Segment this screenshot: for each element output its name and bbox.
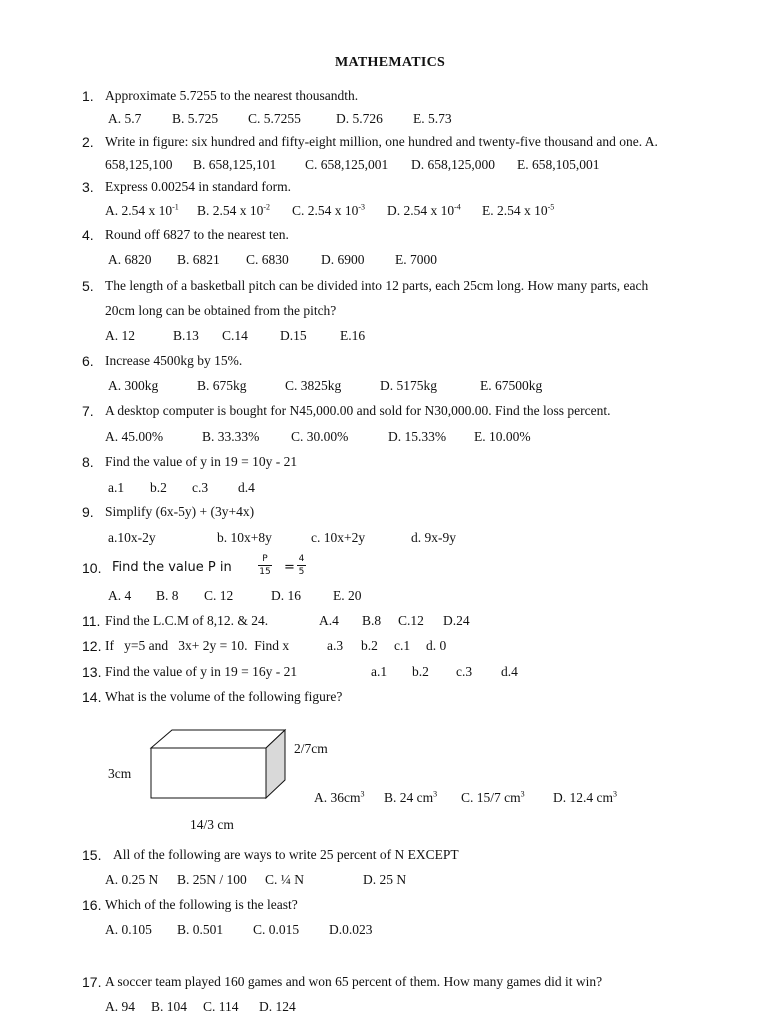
question-number: 11. <box>82 613 101 629</box>
question-text: Which of the following is the least? <box>105 897 298 912</box>
option: B. 658,125,101 <box>193 157 277 172</box>
question-number: 6. <box>82 353 94 369</box>
question-text: A soccer team played 160 games and won 65 percent of them. How many games did it win? <box>105 974 603 989</box>
question-text: Write in figure: six hundred and fifty-eight million, one hundred and twenty-five thousand and one. A. <box>105 134 658 149</box>
figure-depth-label: 2/7cm <box>294 741 328 756</box>
option: A. 94 <box>105 999 135 1014</box>
option: a.1 <box>371 664 388 679</box>
question-text: Increase 4500kg by 15%. <box>105 353 243 368</box>
option: D. 6900 <box>321 252 365 267</box>
option: D.0.023 <box>329 922 373 937</box>
option: a.1 <box>108 480 125 495</box>
cuboid-figure <box>140 720 300 810</box>
option: B. 5.725 <box>172 111 219 126</box>
option: B. 104 <box>151 999 188 1014</box>
question-number: 12. <box>82 638 102 654</box>
option: A. 45.00% <box>105 429 164 444</box>
option: C. 12 <box>204 588 234 603</box>
question-number: 3. <box>82 179 94 195</box>
option: D.15 <box>280 328 307 343</box>
option: B. 675kg <box>197 378 247 393</box>
option: B. 33.33% <box>202 429 260 444</box>
option: D. 15.33% <box>388 429 447 444</box>
question-text: Find the value of y in 19 = 16y - 21 <box>105 664 298 679</box>
question-number: 16. <box>82 897 102 913</box>
option: C.12 <box>398 613 424 628</box>
question-number: 7. <box>82 403 94 419</box>
option: b.2 <box>412 664 429 679</box>
question-text: 20cm long can be obtained from the pitch? <box>105 303 337 318</box>
question-text: A desktop computer is bought for N45,000.00 and sold for N30,000.00. Find the loss percent. <box>105 403 611 418</box>
option: D. 16 <box>271 588 301 603</box>
question-number: 2. <box>82 134 94 150</box>
option: c. 10x+2y <box>311 530 366 545</box>
option: B. 0.501 <box>177 922 224 937</box>
option: B. 6821 <box>177 252 220 267</box>
option: A. 5.7 <box>108 111 142 126</box>
figure-height-label: 3cm <box>108 766 132 781</box>
option: D. 124 <box>259 999 296 1014</box>
question-number: 9. <box>82 504 94 520</box>
option: B.8 <box>362 613 382 628</box>
question-text: What is the volume of the following figure? <box>105 689 343 704</box>
option: A. $36cm^3$ <box>314 789 365 805</box>
question-text: Express 0.00254 in standard form. <box>105 179 291 194</box>
option: a.3 <box>327 638 344 653</box>
option: C. 5.7255 <box>248 111 301 126</box>
question-text: The length of a basketball pitch can be divided into 12 parts, each 25cm long. How many parts, each <box>105 278 649 293</box>
option: E. 5.73 <box>413 111 452 126</box>
question-text: All of the following are ways to write 25 percent of N EXCEPT <box>113 847 459 862</box>
option: b.2 <box>150 480 167 495</box>
option: B.13 <box>173 328 199 343</box>
question-number: 14. <box>82 689 102 705</box>
option: B. 2.54 x $10^{-2}$ <box>197 202 271 218</box>
question-number: 5. <box>82 278 94 294</box>
question-text: Find the value P in <box>112 560 232 575</box>
option: A. 12 <box>105 328 135 343</box>
option: C. 658,125,001 <box>305 157 389 172</box>
question-number: 10. <box>82 560 102 576</box>
question-text: Find the L.C.M of 8,12. & 24. <box>105 613 269 628</box>
option: A. 300kg <box>108 378 159 393</box>
option: c.1 <box>394 638 411 653</box>
option: D. 5.726 <box>336 111 383 126</box>
option: D. 5175kg <box>380 378 437 393</box>
option: c.3 <box>192 480 209 495</box>
option: C. 6830 <box>246 252 289 267</box>
question-number: 13. <box>82 664 102 680</box>
option: C. 2.54 x $10^{-3}$ <box>292 202 366 218</box>
option: D. 12.4 $cm^3$ <box>553 789 617 805</box>
option: b. 10x+8y <box>217 530 272 545</box>
option: a.10x-2y <box>108 530 156 545</box>
option: C. 3825kg <box>285 378 342 393</box>
option: E. 2.54 x $10^{-5}$ <box>482 202 555 218</box>
option: C.14 <box>222 328 248 343</box>
question-text: If y=5 and 3x+ 2y = 10. Find x <box>105 638 290 653</box>
option: A. 4 <box>108 588 132 603</box>
option: C. 0.015 <box>253 922 300 937</box>
fraction-p-over-15: P 15 <box>259 554 271 577</box>
option: d. 9x-9y <box>411 530 456 545</box>
question-number: 15. <box>82 847 102 863</box>
option: c.3 <box>456 664 473 679</box>
option: E. 10.00% <box>474 429 531 444</box>
figure-length-label: 14/3 cm <box>190 817 234 832</box>
question-text: Find the value of y in 19 = 10y - 21 <box>105 454 298 469</box>
question-text: Approximate 5.7255 to the nearest thousandth. <box>105 88 359 103</box>
option: C. 114 <box>203 999 239 1014</box>
equals-sign: = <box>284 560 295 575</box>
option: E. 7000 <box>395 252 437 267</box>
question-text: Round off 6827 to the nearest ten. <box>105 227 289 242</box>
question-number: 17. <box>82 974 102 990</box>
question-number: 1. <box>82 88 94 104</box>
option: d.4 <box>501 664 518 679</box>
option: D. 25 N <box>363 872 407 887</box>
page-title: MATHEMATICS <box>335 55 446 70</box>
option: B. 25N / 100 <box>177 872 247 887</box>
option: A. 2.54 x $10^{-1}$ <box>105 202 179 218</box>
option: B. 8 <box>156 588 179 603</box>
fraction-4-over-5: 4 5 <box>298 554 305 577</box>
question-text: Simplify (6x-5y) + (3y+4x) <box>105 504 255 519</box>
option: b.2 <box>361 638 378 653</box>
option: A. 0.25 N <box>105 872 159 887</box>
option: B. 24 $cm^3$ <box>384 789 438 805</box>
option: E. 20 <box>333 588 362 603</box>
option: E.16 <box>340 328 366 343</box>
option: D.24 <box>443 613 470 628</box>
option: A.4 <box>319 613 339 628</box>
option: d. 0 <box>426 638 447 653</box>
option: E. 67500kg <box>480 378 543 393</box>
question-number: 8. <box>82 454 94 470</box>
option: C. 30.00% <box>291 429 349 444</box>
option: A. 6820 <box>108 252 152 267</box>
option: C. ¼ N <box>265 872 305 887</box>
option: D. 2.54 x $10^{-4}$ <box>387 202 461 218</box>
option: A. 0.105 <box>105 922 152 937</box>
option: C. 15/7 $cm^3$ <box>461 789 525 805</box>
question-number: 4. <box>82 227 94 243</box>
option: E. 658,105,001 <box>517 157 600 172</box>
option: d.4 <box>238 480 255 495</box>
option: 658,125,100 <box>105 157 173 172</box>
option: D. 658,125,000 <box>411 157 495 172</box>
